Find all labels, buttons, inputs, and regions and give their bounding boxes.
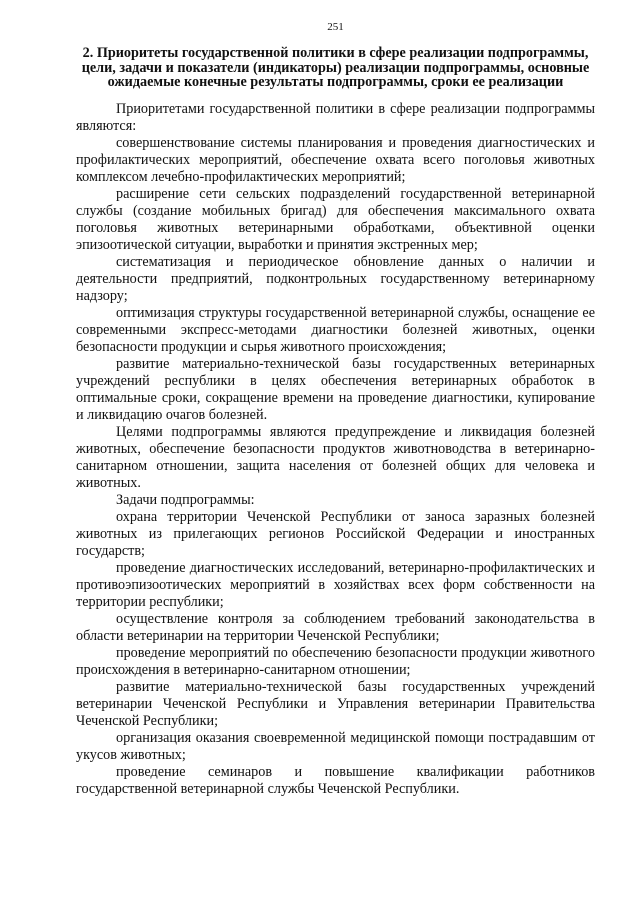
body-text <box>76 101 595 798</box>
paragraph-priorities-intro: Приоритетами государственной политики в сфере реализации подпрограммы являются: <box>76 100 595 134</box>
paragraph-task-infrastructure: развитие материально-технической базы государственных учреждений ветеринарии Чеченской Республики и Управления ветеринарии Правительства Чеченской Республики; <box>76 678 595 729</box>
paragraph-task-medical-help: организация оказания своевременной медицинской помощи пострадавшим от укусов животных; <box>76 729 595 763</box>
section-heading: 2. Приоритеты государственной политики в сфере реализации подпрограммы, цели, задачи и показатели (индикаторы) реализации подпрограммы, основные ожидаемые конечные результаты подпрограммы, сроки ее реализации <box>81 45 590 91</box>
paragraph-goals: Целями подпрограммы являются предупреждение и ликвидация болезней животных, обеспечение безопасности продуктов животноводства в ветеринарно-санитарном отношении, защита населения от болезней общих для человека и животных. <box>76 423 595 491</box>
paragraph-task-control: осуществление контроля за соблюдением требований законодательства в области ветеринарии на территории Чеченской Республики; <box>76 610 595 644</box>
paragraph-tasks-intro: Задачи подпрограммы: <box>116 491 255 508</box>
paragraph-priority-network: расширение сети сельских подразделений государственной ветеринарной службы (создание мобильных бригад) для обеспечения максимального охвата поголовья животных ветеринарными обработками, объективной оценки эпизоотической ситуации, выработки и принятия экстренных мер; <box>76 185 595 253</box>
paragraph-task-protection: охрана территории Чеченской Республики от заноса заразных болезней животных из прилегающих регионов Российской Федерации и иностранных государств; <box>76 508 595 559</box>
paragraph-priority-optimization: оптимизация структуры государственной ветеринарной службы, оснащение ее современными экспресс-методами диагностики болезней животных, оценки безопасности продукции и сырья животного происхождения; <box>76 304 595 355</box>
page-number: 251 <box>327 21 344 33</box>
paragraph-task-diagnostics: проведение диагностических исследований, ветеринарно-профилактических и противоэпизоотических мероприятий в хозяйствах всех форм собственности на территории республики; <box>76 559 595 610</box>
paragraph-priority-development: развитие материально-технической базы государственных ветеринарных учреждений республики в целях обеспечения ветеринарных обработок в оптимальные сроки, сокращение времени на проведение диагностики, купирование и ликвидацию очагов болезней. <box>76 355 595 423</box>
paragraph-priority-data: систематизация и периодическое обновление данных о наличии и деятельности предприятий, подконтрольных государственному ветеринарному надзору; <box>76 253 595 304</box>
paragraph-task-safety: проведение мероприятий по обеспечению безопасности продукции животного происхождения в ветеринарно-санитарном отношении; <box>76 644 595 678</box>
paragraph-priority-planning: совершенствование системы планирования и проведения диагностических и профилактических мероприятий, обеспечение охвата всего поголовья животных комплексом лечебно-профилактических мероприятий; <box>76 134 595 185</box>
document-page <box>76 20 595 798</box>
paragraph-task-training: проведение семинаров и повышение квалификации работников государственной ветеринарной службы Чеченской Республики. <box>76 763 595 797</box>
